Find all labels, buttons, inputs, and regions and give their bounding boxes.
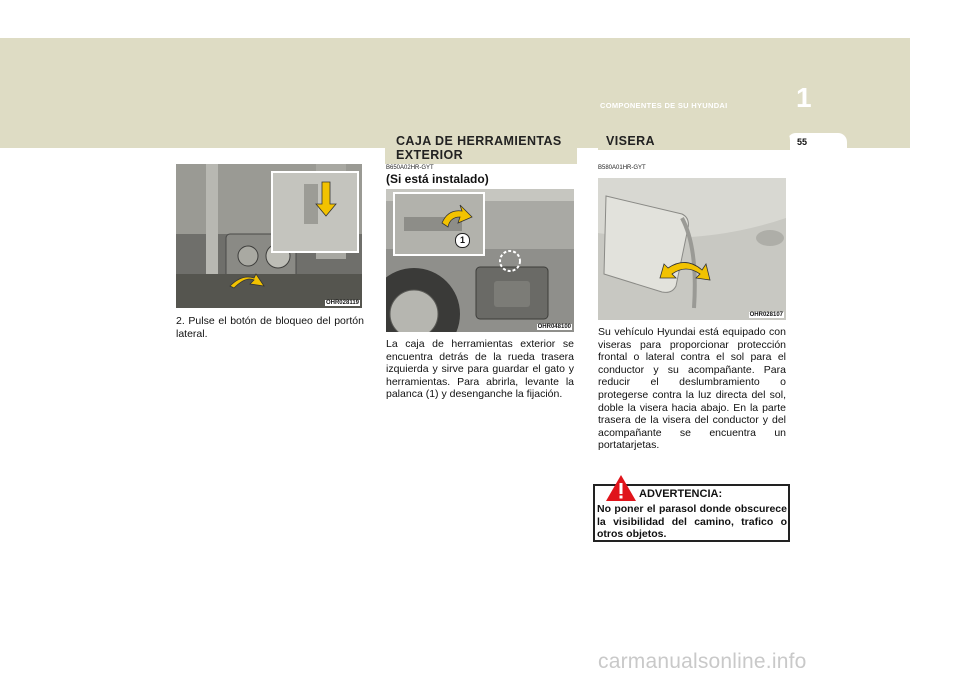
sun-visor-photo [598, 178, 786, 320]
ref-code-visor: B580A01HR-GYT [598, 165, 646, 171]
page-number-tab [787, 133, 847, 151]
sun-visor-illustration [598, 178, 786, 320]
step-text: 2. Pulse el botón de bloqueo del portón lateral. [176, 315, 364, 340]
photo-code: OHR048100 [537, 324, 571, 330]
tailgate-latch-illustration [176, 164, 362, 308]
toolbox-body-text: La caja de herramientas exterior se encuentra detrás de la rueda trasera izquierda y sirve para guardar el gato y herramientas. Para abrirla, levante la palanca (1) y desenganche la fijación. [386, 338, 574, 401]
section-title-visor: VISERA [606, 134, 655, 148]
chapter-number: 1 [796, 82, 812, 113]
warning-triangle-icon [605, 474, 637, 502]
ref-code-toolbox: B650A02HR-GYT [386, 165, 434, 171]
photo-code: OHR028107 [749, 312, 783, 318]
warning-title: ADVERTENCIA: [639, 488, 723, 500]
tailgate-latch-photo [176, 164, 362, 308]
toolbox-illustration [386, 189, 574, 332]
visor-body-text: Su vehículo Hyundai está equipado con viseras para proporcionar protección frontal o lateral contra el sol para el conductor y su acompañante. Para reducir el deslumbramiento o protegerse contra la luz directa del sol, doble la visera hacia abajo. En la parte trasera de la visera del conductor y del acompañante se encuentra un portatarjetas. [598, 326, 786, 452]
callout-lever-number: 1 [455, 233, 470, 248]
watermark: carmanualsonline.info [598, 650, 807, 673]
warning-text: No poner el parasol donde obscurece la visibilidad del camino, trafico o otros objetos. [597, 503, 787, 540]
top-margin [0, 0, 960, 38]
photo-code: OHR028119 [325, 300, 359, 306]
page-number: 55 [797, 137, 808, 147]
chapter-title: COMPONENTES DE SU HYUNDAI [600, 101, 728, 110]
subheading-installed: (Si está instalado) [386, 172, 489, 186]
section-title-toolbox-line2: EXTERIOR [396, 148, 464, 162]
section-title-toolbox-line1: CAJA DE HERRAMIENTAS [396, 134, 562, 148]
toolbox-photo [386, 189, 574, 332]
